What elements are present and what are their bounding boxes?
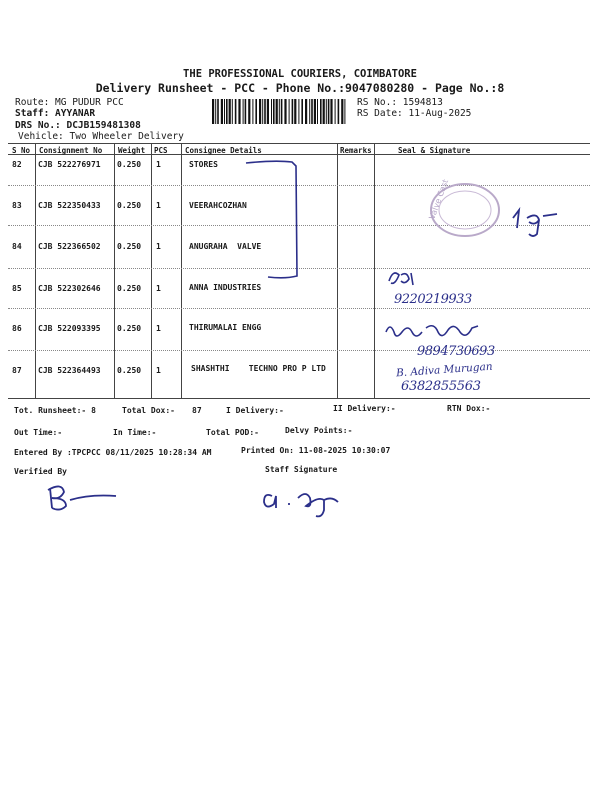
row-consignment: CJB 522093395 (38, 324, 101, 333)
vehicle-label: Vehicle: Two Wheeler Delivery (18, 131, 184, 142)
rtn-dox: RTN Dox:- (447, 404, 491, 413)
handwritten-phone-row85: 9220219933 (394, 292, 472, 307)
row-consignee: ANUGRAHA VALVE (189, 242, 262, 251)
row-sno: 87 (12, 366, 22, 375)
delvy-points: Delvy Points:- (285, 426, 353, 435)
row-weight: 0.250 (117, 284, 142, 293)
row-consignee: SHASHTHI TECHNO PRO P LTD (191, 364, 326, 373)
row-consignment: CJB 522302646 (38, 284, 101, 293)
out-time: Out Time:- (14, 428, 63, 437)
row-consignment: CJB 522350433 (38, 201, 101, 210)
row-pcs: 1 (156, 201, 161, 210)
header-remarks: Remarks (340, 146, 372, 155)
signature-row85 (383, 265, 423, 295)
staff-signature (258, 480, 358, 520)
row-sno: 85 (12, 284, 22, 293)
row-consignee: THIRUMALAI ENGG (189, 323, 262, 332)
runsheet-subtitle: Delivery Runsheet - PCC - Phone No.:9047080280 - Page No.:8 (95, 81, 505, 95)
header-sno: S No (12, 146, 31, 155)
row-pcs: 1 (156, 366, 161, 375)
handwritten-name-row87: B. Adiva Murugan (395, 360, 493, 380)
i-delivery: I Delivery:- (226, 406, 284, 415)
handwritten-phone-row87: 9894730693 (417, 344, 495, 359)
verified-by-signature (40, 478, 130, 518)
row-weight: 0.250 (117, 366, 142, 375)
row-consignee: VEERAHCOZHAN (189, 201, 247, 210)
total-pod: Total POD:- (206, 428, 259, 437)
row-pcs: 1 (156, 284, 161, 293)
header-consignment: Consignment No (39, 146, 103, 155)
total-dox-label: Total Dox:- (122, 406, 175, 415)
header-pcs: PCS (154, 146, 168, 155)
header-consignee: Consignee Details (185, 146, 262, 155)
ii-delivery: II Delivery:- (333, 404, 396, 413)
signature-row83 (505, 198, 565, 238)
row-consignee: STORES (189, 160, 218, 169)
row-consignment: CJB 522366502 (38, 242, 101, 251)
total-dox-value: 87 (192, 406, 202, 415)
rs-date: RS Date: 11-Aug-2025 (357, 108, 472, 119)
row-weight: 0.250 (117, 242, 142, 251)
row-pcs: 1 (156, 242, 161, 251)
row-consignment: CJB 522276971 (38, 160, 101, 169)
row-sno: 84 (12, 242, 22, 251)
header-seal-signature: Seal & Signature (398, 146, 471, 155)
in-time: In Time:- (113, 428, 157, 437)
row-weight: 0.250 (117, 160, 142, 169)
rs-number: RS No.: 1594813 (357, 97, 443, 108)
row-consignment: CJB 522364493 (38, 366, 101, 375)
printed-on: Printed On: 11-08-2025 10:30:07 (241, 446, 391, 455)
row-sno: 83 (12, 201, 22, 210)
stamp-text: Valve Cast (427, 178, 451, 221)
row-pcs: 1 (156, 160, 161, 169)
staff-signature-label: Staff Signature (265, 465, 338, 474)
row-weight: 0.250 (117, 324, 142, 333)
row-consignee: ANNA INDUSTRIES (189, 283, 262, 292)
verified-by: Verified By (14, 467, 67, 476)
tot-runsheet: Tot. Runsheet:- 8 (14, 406, 96, 415)
company-title: THE PROFESSIONAL COURIERS, COIMBATORE (183, 68, 417, 80)
row-pcs: 1 (156, 324, 161, 333)
row-sno: 82 (12, 160, 22, 169)
drs-number: DRS No.: DCJB159481308 (15, 120, 141, 131)
row-sno: 86 (12, 324, 22, 333)
entered-by: Entered By :TPCPCC 08/11/2025 10:28:34 AM (14, 448, 212, 457)
row-weight: 0.250 (117, 201, 142, 210)
route-label: Route: MG PUDUR PCC (15, 97, 124, 108)
handwritten-phone2-row87: 6382855563 (401, 379, 481, 394)
company-seal-stamp (420, 180, 515, 245)
header-weight: Weight (118, 146, 146, 155)
staff-label: Staff: AYYANAR (15, 108, 96, 119)
